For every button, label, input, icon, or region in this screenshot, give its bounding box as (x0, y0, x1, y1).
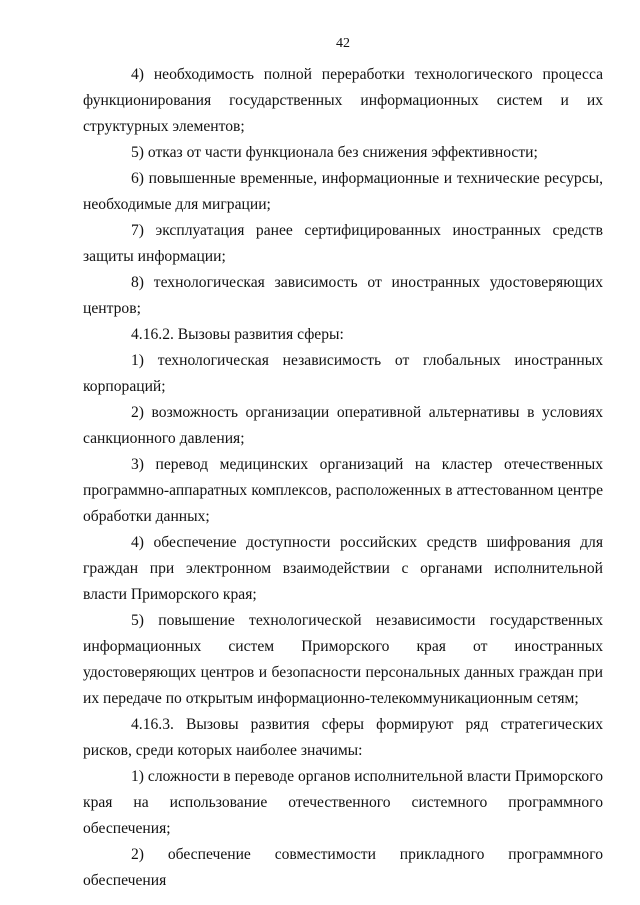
paragraph: 4) необходимость полной переработки технологического процесса функционирования государственных информационных систем и их структурных элементов; (83, 66, 603, 135)
paragraph: 7) эксплуатация ранее сертифицированных иностранных средств защиты информации; (83, 222, 603, 265)
paragraph: 2) обеспечение совместимости прикладного программного обеспечения (83, 846, 603, 889)
paragraph: 1) технологическая независимость от глобальных иностранных корпораций; (83, 352, 603, 395)
paragraph: 5) повышение технологической независимости государственных информационных систем Приморского края от иностранных удостоверяющих центров и безопасности персональных данных граждан при их передаче по открытым информационно-телекоммуникационным сетям; (83, 612, 603, 707)
paragraph: 1) сложности в переводе органов исполнительной власти Приморского края на использование отечественного системного программного обеспечения; (83, 768, 603, 837)
paragraph: 4) обеспечение доступности российских средств шифрования для граждан при электронном взаимодействии с органами исполнительной власти Приморского края; (83, 534, 603, 603)
paragraph: 6) повышенные временные, информационные и технические ресурсы, необходимые для миграции; (83, 170, 603, 213)
paragraph: 3) перевод медицинских организаций на кластер отечественных программно-аппаратных комплексов, расположенных в аттестованном центре обработки данных; (83, 456, 603, 525)
paragraph: 5) отказ от части функционала без снижения эффективности; (131, 144, 538, 161)
page-number: 42 (336, 36, 350, 51)
document-page (83, 34, 603, 894)
paragraph: 8) технологическая зависимость от иностранных удостоверяющих центров; (83, 274, 603, 317)
section-heading: 4.16.3. Вызовы развития сферы формируют ряд стратегических рисков, среди которых наиболее значимы: (83, 716, 603, 759)
section-heading: 4.16.2. Вызовы развития сферы: (131, 326, 344, 343)
paragraph: 2) возможность организации оперативной альтернативы в условиях санкционного давления; (83, 404, 603, 447)
